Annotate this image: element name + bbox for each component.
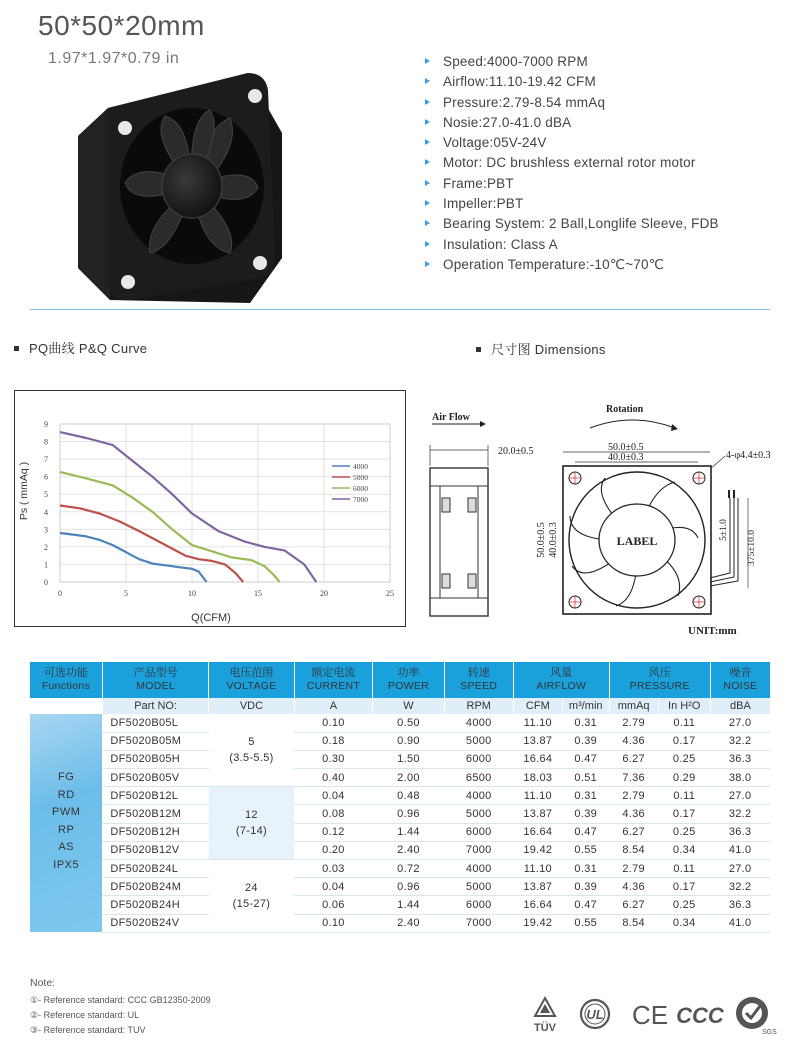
value-cell: 6000	[444, 750, 513, 768]
value-cell: 7000	[444, 841, 513, 859]
bullet-icon	[425, 119, 430, 125]
unit-label: UNIT:mm	[688, 625, 737, 637]
connector-pin	[733, 490, 735, 498]
voltage-cell	[209, 787, 294, 860]
value-cell: 6.27	[609, 823, 658, 841]
spec-item-pressure: Pressure:2.79-8.54 mmAq	[425, 93, 719, 113]
table-row	[30, 896, 770, 914]
value-cell: 0.03	[294, 860, 373, 878]
value-cell: 0.40	[294, 769, 373, 787]
value-cell: 0.31	[562, 860, 609, 878]
value-cell: 2.00	[373, 769, 444, 787]
table-row	[30, 787, 770, 805]
voltage-range: (3.5-5.5)	[229, 752, 274, 765]
value-cell: 0.04	[294, 878, 373, 896]
value-cell: 11.10	[513, 787, 562, 805]
unit-cell: Part NO:	[102, 698, 208, 714]
unit-cell: VDC	[209, 698, 294, 714]
value-cell: 0.90	[373, 732, 444, 750]
model-cell: DF5020B24V	[102, 914, 208, 932]
voltage-nominal: 5	[248, 736, 255, 749]
col-header-voltage: 电压范围 VOLTAGE	[209, 662, 294, 698]
notes-title: Note:	[30, 977, 56, 989]
plot-area	[60, 424, 390, 582]
certification-logos	[530, 994, 775, 1036]
legend-label: 4000	[353, 462, 368, 471]
value-cell: 0.39	[562, 732, 609, 750]
spec-item-frame: Frame:PBT	[425, 174, 719, 194]
ccc-logo-icon	[676, 1003, 725, 1028]
value-cell: 0.72	[373, 860, 444, 878]
series-line-7000	[60, 432, 316, 582]
legend-label: 5000	[353, 473, 368, 482]
function-item: PWM	[52, 806, 81, 819]
spec-table	[30, 662, 770, 933]
function-item: RD	[57, 788, 75, 801]
connector-pin	[728, 490, 730, 498]
col-header-model: 产品型号 MODEL	[102, 662, 208, 698]
model-cell: DF5020B12H	[102, 823, 208, 841]
value-cell: 36.3	[710, 896, 770, 914]
x-axis-label: Q(CFM)	[191, 612, 231, 624]
value-cell: 0.31	[562, 787, 609, 805]
value-cell: 0.31	[562, 714, 609, 732]
svg-text:SGS: SGS	[762, 1029, 777, 1036]
spec-item-motor: Motor: DC brushless external rotor motor	[425, 153, 719, 173]
square-bullet-icon	[14, 346, 19, 351]
value-cell: 6000	[444, 823, 513, 841]
table-row	[30, 914, 770, 932]
col-header-pressure: 风压 PRESSURE	[609, 662, 710, 698]
value-cell: 0.25	[658, 750, 710, 768]
value-cell: 0.04	[294, 787, 373, 805]
value-cell: 0.96	[373, 878, 444, 896]
function-item: FG	[58, 771, 75, 783]
ul-logo-icon	[581, 1000, 609, 1028]
value-cell: 0.06	[294, 896, 373, 914]
value-cell: 1.44	[373, 823, 444, 841]
front-view	[563, 466, 711, 614]
value-cell: 0.10	[294, 714, 373, 732]
model-cell: DF5020B05V	[102, 769, 208, 787]
unit-cell: In H²O	[658, 698, 710, 714]
value-cell: 6.27	[609, 896, 658, 914]
functions-cell	[30, 714, 102, 932]
value-cell: 1.44	[373, 896, 444, 914]
value-cell: 0.55	[562, 914, 609, 932]
pq-curve-svg	[15, 391, 405, 626]
table-row	[30, 878, 770, 896]
table-row	[30, 769, 770, 787]
unit-cell: RPM	[444, 698, 513, 714]
value-cell: 0.17	[658, 732, 710, 750]
value-cell: 0.11	[658, 714, 710, 732]
value-cell: 32.2	[710, 878, 770, 896]
x-tick-label: 10	[188, 589, 196, 598]
value-cell: 0.50	[373, 714, 444, 732]
note-item: ①- Reference standard: CCC GB12350-2009	[30, 995, 211, 1005]
spec-item-airflow: Airflow:11.10-19.42 CFM	[425, 72, 719, 92]
value-cell: 19.42	[513, 841, 562, 859]
col-header-power: 功率 POWER	[373, 662, 444, 698]
value-cell: 16.64	[513, 823, 562, 841]
depth-dimension: 20.0±0.5	[498, 446, 534, 457]
x-tick-label: 15	[254, 589, 262, 598]
value-cell: 13.87	[513, 878, 562, 896]
rotation-label: Rotation	[606, 404, 644, 415]
spec-item-insulation: Insulation: Class A	[425, 235, 719, 255]
bullet-icon	[425, 139, 430, 145]
value-cell: 0.39	[562, 878, 609, 896]
value-cell: 11.10	[513, 714, 562, 732]
value-cell: 0.48	[373, 787, 444, 805]
value-cell: 0.18	[294, 732, 373, 750]
voltage-cell	[209, 714, 294, 787]
unit-cell: CFM	[513, 698, 562, 714]
value-cell: 0.47	[562, 823, 609, 841]
voltage-range: (7-14)	[235, 825, 268, 838]
model-cell: DF5020B05L	[102, 714, 208, 732]
voltage-range: (15-27)	[232, 897, 271, 910]
lead-length-dimension: 375±10.0	[747, 529, 757, 567]
value-cell: 0.20	[294, 841, 373, 859]
value-cell: 13.87	[513, 732, 562, 750]
product-size-inches: 1.97*1.97*0.79 in	[48, 50, 180, 67]
unit-cell: A	[294, 698, 373, 714]
y-tick-label: 4	[44, 507, 48, 517]
voltage-nominal: 24	[245, 881, 258, 894]
y-tick-label: 0	[44, 578, 48, 587]
value-cell: 0.11	[658, 860, 710, 878]
y-axis-label: Ps ( mmAq )	[18, 461, 30, 521]
value-cell: 0.55	[562, 841, 609, 859]
value-cell: 0.17	[658, 805, 710, 823]
value-cell: 2.79	[609, 787, 658, 805]
ce-logo-icon	[632, 1000, 668, 1030]
table-row	[30, 823, 770, 841]
value-cell: 27.0	[710, 787, 770, 805]
value-cell: 4.36	[609, 878, 658, 896]
y-tick-label: 1	[44, 560, 48, 570]
col-header-noise: 噪音 NOISE	[710, 662, 770, 698]
y-tick-label: 8	[44, 437, 48, 447]
height-outer-dimension: 50.0±0.5	[536, 522, 547, 558]
value-cell: 38.0	[710, 769, 770, 787]
value-cell: 6.27	[609, 750, 658, 768]
value-cell: 32.2	[710, 732, 770, 750]
value-cell: 6500	[444, 769, 513, 787]
bullet-icon	[425, 58, 430, 64]
value-cell: 7.36	[609, 769, 658, 787]
pq-curve-heading: PQ曲线 P&Q Curve	[14, 338, 147, 357]
table-row	[30, 732, 770, 750]
table-row	[30, 750, 770, 768]
square-bullet-icon	[476, 347, 481, 352]
bullet-icon	[425, 180, 430, 186]
value-cell: 7000	[444, 914, 513, 932]
rotation-arrowhead-icon	[671, 424, 678, 431]
value-cell: 2.40	[373, 841, 444, 859]
unit-cell: mmAq	[609, 698, 658, 714]
x-tick-label: 5	[124, 589, 128, 598]
value-cell: 0.47	[562, 896, 609, 914]
value-cell: 0.10	[294, 914, 373, 932]
value-cell: 27.0	[710, 714, 770, 732]
value-cell: 2.79	[609, 714, 658, 732]
y-tick-label: 2	[44, 542, 48, 552]
value-cell: 4000	[444, 787, 513, 805]
table-header-row	[30, 662, 770, 698]
air-flow-label: Air Flow	[432, 412, 470, 423]
model-cell: DF5020B24H	[102, 896, 208, 914]
col-header-current: 额定电流 CURRENT	[294, 662, 373, 698]
model-cell: DF5020B12L	[102, 787, 208, 805]
y-tick-label: 5	[44, 490, 48, 500]
notes	[30, 976, 211, 1038]
svg-text:CE: CE	[631, 1000, 669, 1030]
tuv-logo-icon	[534, 998, 557, 1034]
width-inner-dimension: 40.0±0.3	[608, 452, 644, 463]
sgs-logo-icon	[736, 997, 777, 1036]
y-tick-label: 9	[44, 420, 48, 429]
side-view	[430, 468, 488, 616]
value-cell: 4000	[444, 714, 513, 732]
value-cell: 0.08	[294, 805, 373, 823]
value-cell: 0.17	[658, 878, 710, 896]
fan-product-image	[70, 68, 285, 308]
value-cell: 27.0	[710, 860, 770, 878]
value-cell: 0.25	[658, 896, 710, 914]
value-cell: 16.64	[513, 750, 562, 768]
model-cell: DF5020B05H	[102, 750, 208, 768]
model-cell: DF5020B05M	[102, 732, 208, 750]
value-cell: 2.79	[609, 860, 658, 878]
value-cell: 13.87	[513, 805, 562, 823]
width-outer-dimension: 50.0±0.5	[608, 442, 644, 453]
spec-list	[425, 52, 719, 275]
spec-item-temperature: Operation Temperature:-10℃~70℃	[425, 255, 719, 275]
spec-item-noise: Nosie:27.0-41.0 dBA	[425, 113, 719, 133]
col-header-airflow: 风量 AIRFLOW	[513, 662, 609, 698]
lead-gap-dimension: 5±1.0	[719, 519, 729, 541]
svg-text:TÜV: TÜV	[534, 1022, 556, 1034]
y-tick-label: 3	[44, 525, 48, 535]
note-item: ③- Reference standard: TUV	[30, 1025, 146, 1035]
table-row	[30, 805, 770, 823]
svg-text:UL: UL	[586, 1007, 604, 1022]
bullet-icon	[425, 241, 430, 247]
col-header-functions: 可选功能 Functions	[30, 662, 102, 698]
y-tick-label: 7	[44, 455, 48, 465]
function-item: AS	[58, 841, 75, 854]
value-cell: 32.2	[710, 805, 770, 823]
model-cell: DF5020B12M	[102, 805, 208, 823]
value-cell: 0.34	[658, 841, 710, 859]
model-cell: DF5020B12V	[102, 841, 208, 859]
value-cell: 0.30	[294, 750, 373, 768]
pq-curve-chart	[14, 390, 406, 627]
value-cell: 0.11	[658, 787, 710, 805]
table-row	[30, 714, 770, 732]
voltage-nominal: 12	[245, 809, 258, 822]
value-cell: 0.96	[373, 805, 444, 823]
value-cell: 5000	[444, 878, 513, 896]
x-tick-label: 20	[320, 589, 328, 598]
spec-item-bearing: Bearing System: 2 Ball,Longlife Sleeve, FDB	[425, 214, 719, 234]
value-cell: 5000	[444, 805, 513, 823]
table-row	[30, 841, 770, 859]
label-text: LABEL	[616, 534, 658, 548]
value-cell: 18.03	[513, 769, 562, 787]
value-cell: 0.12	[294, 823, 373, 841]
value-cell: 0.25	[658, 823, 710, 841]
model-cell: DF5020B24L	[102, 860, 208, 878]
model-cell: DF5020B24M	[102, 878, 208, 896]
hole-dimension: 4-φ4.4±0.3	[726, 450, 771, 461]
wire-leads	[710, 498, 748, 588]
unit-cell: W	[373, 698, 444, 714]
value-cell: 6000	[444, 896, 513, 914]
height-inner-dimension: 40.0±0.3	[548, 522, 559, 558]
note-item: ②- Reference standard: UL	[30, 1010, 140, 1020]
air-flow-arrowhead-icon	[480, 421, 486, 427]
value-cell: 36.3	[710, 750, 770, 768]
value-cell: 41.0	[710, 914, 770, 932]
value-cell: 1.50	[373, 750, 444, 768]
bullet-icon	[425, 261, 430, 267]
value-cell: 11.10	[513, 860, 562, 878]
value-cell: 2.40	[373, 914, 444, 932]
table-unit-row	[30, 698, 770, 714]
bullet-icon	[425, 220, 430, 226]
value-cell: 0.34	[658, 914, 710, 932]
bullet-icon	[425, 99, 430, 105]
rotation-arrow	[590, 420, 675, 428]
value-cell: 8.54	[609, 841, 658, 859]
dimensions-heading: 尺寸图 Dimensions	[476, 339, 606, 358]
value-cell: 5000	[444, 732, 513, 750]
value-cell: 16.64	[513, 896, 562, 914]
value-cell: 4.36	[609, 805, 658, 823]
function-item: RP	[58, 823, 75, 836]
value-cell: 0.39	[562, 805, 609, 823]
y-tick-label: 6	[44, 472, 48, 482]
bullet-icon	[425, 200, 430, 206]
value-cell: 19.42	[513, 914, 562, 932]
x-tick-label: 25	[386, 589, 394, 598]
voltage-cell	[209, 860, 294, 933]
bullet-icon	[425, 159, 430, 165]
unit-cell: m³/min	[562, 698, 609, 714]
col-header-speed: 转速 SPEED	[444, 662, 513, 698]
dimensions-drawing	[420, 398, 798, 638]
x-tick-label: 0	[58, 589, 62, 598]
function-item: IPX5	[53, 858, 80, 871]
spec-item-impeller: Impeller:PBT	[425, 194, 719, 214]
value-cell: 0.47	[562, 750, 609, 768]
legend-label: 6000	[353, 484, 368, 493]
bullet-icon	[425, 78, 430, 84]
table-row	[30, 860, 770, 878]
value-cell: 4.36	[609, 732, 658, 750]
spec-item-voltage: Voltage:05V-24V	[425, 133, 719, 153]
unit-cell: dBA	[710, 698, 770, 714]
legend-label: 7000	[353, 495, 368, 504]
value-cell: 0.29	[658, 769, 710, 787]
section-divider	[30, 309, 770, 310]
spec-item-speed: Speed:4000-7000 RPM	[425, 52, 719, 72]
value-cell: 4000	[444, 860, 513, 878]
value-cell: 36.3	[710, 823, 770, 841]
series-line-5000	[60, 506, 243, 583]
svg-text:CCC: CCC	[676, 1003, 724, 1028]
product-size-title: 50*50*20mm	[38, 10, 205, 41]
value-cell: 41.0	[710, 841, 770, 859]
value-cell: 0.51	[562, 769, 609, 787]
value-cell: 8.54	[609, 914, 658, 932]
